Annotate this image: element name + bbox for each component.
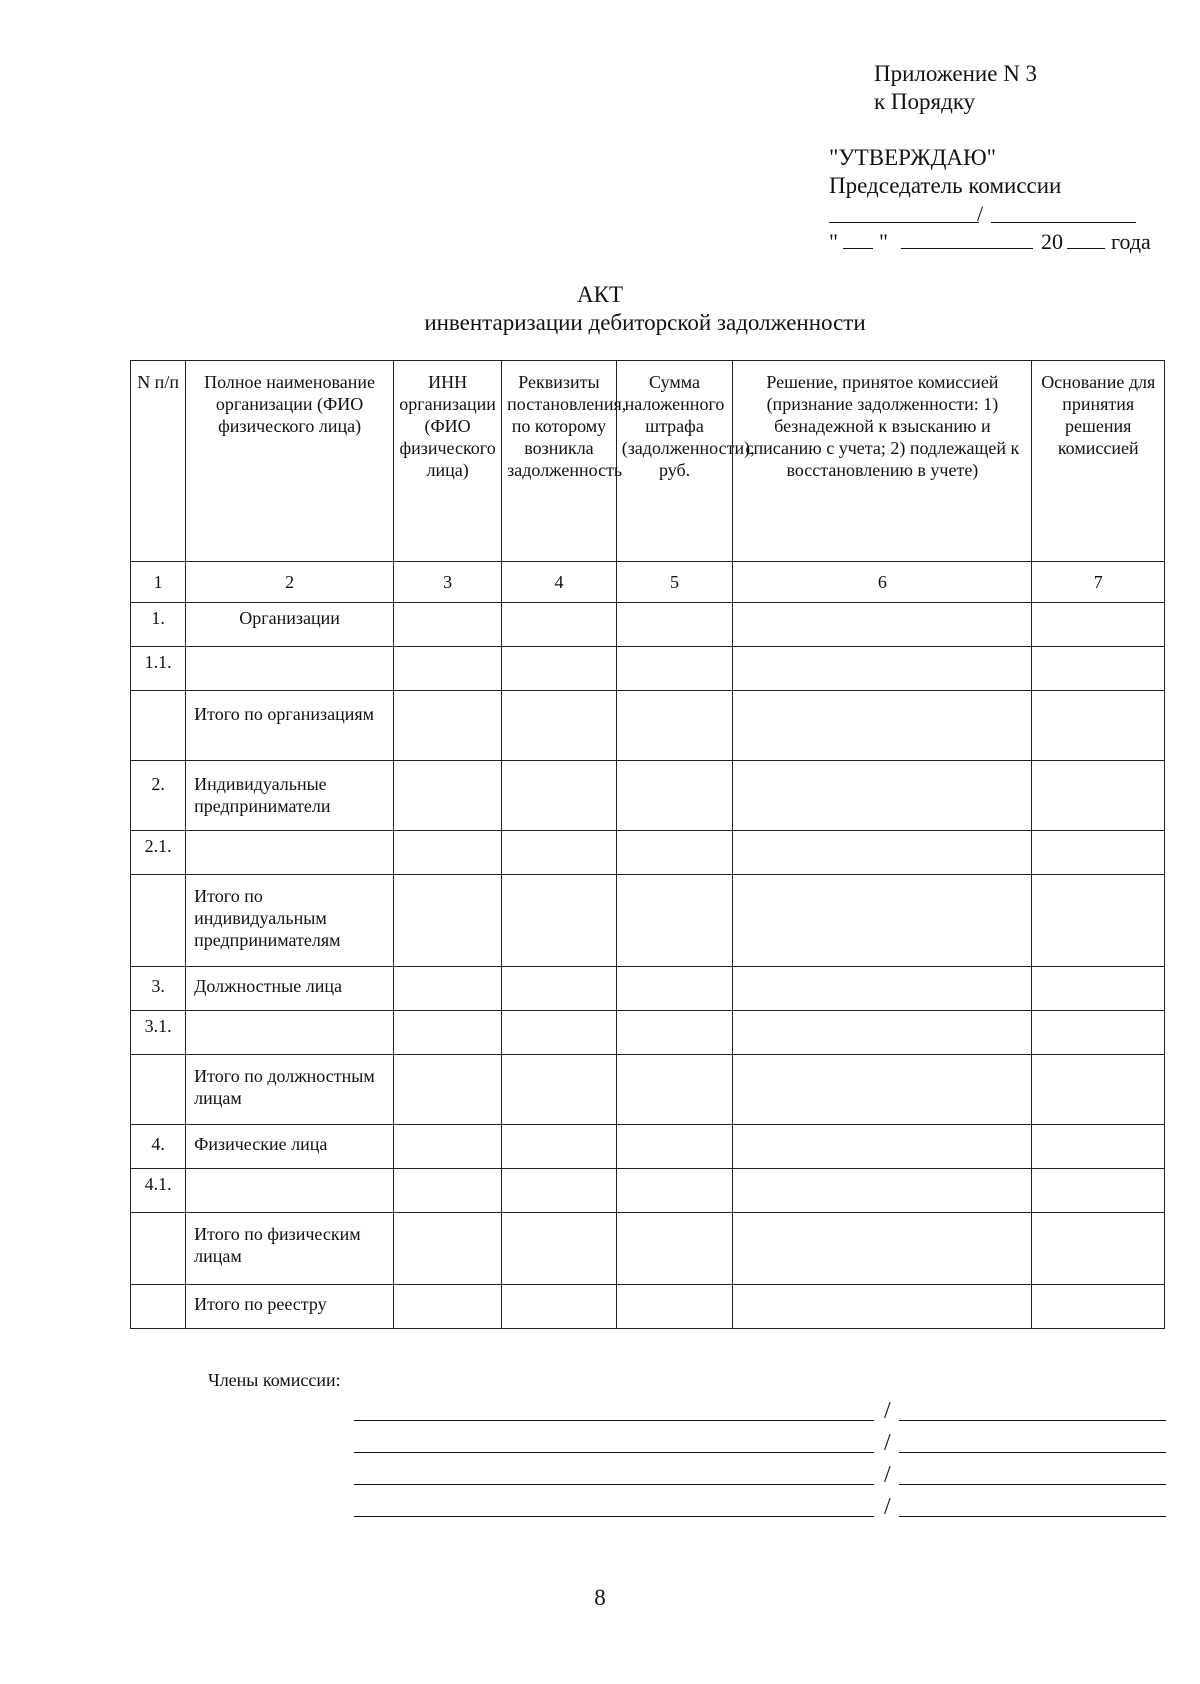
table-row (131, 1169, 1165, 1213)
row-number (131, 1285, 186, 1329)
member-name-blank (899, 1484, 1166, 1485)
member-signature-line (354, 1395, 1166, 1425)
table-row (131, 1125, 1165, 1169)
row-number: 4.1. (131, 1169, 186, 1213)
row-label (186, 1011, 394, 1055)
member-signature-blank (354, 1420, 874, 1421)
annex-number: Приложение N 3 (874, 61, 1038, 86)
member-signature-blank (354, 1452, 874, 1453)
row-number: 2.1. (131, 831, 186, 875)
date-open-quote: " (829, 229, 838, 254)
table-row (131, 1285, 1165, 1329)
row-number: 3.1. (131, 1011, 186, 1055)
header-cell: Сумма наложенного штрафа (задолженности), руб. (616, 361, 733, 562)
table-header-row (131, 361, 1165, 562)
member-signature-line (354, 1427, 1166, 1457)
row-number: 2. (131, 761, 186, 831)
table-row (131, 1011, 1165, 1055)
document-title: АКТ (577, 282, 623, 307)
annex-to-order: к Порядку (874, 89, 976, 114)
column-number: 7 (1032, 562, 1165, 603)
member-signature-blank (354, 1516, 874, 1517)
row-label: Должностные лица (186, 967, 394, 1011)
document-subtitle: инвентаризации дебиторской задолженности (424, 310, 866, 335)
year-suffix: года (1111, 229, 1151, 254)
row-label: Итого по индивидуальным предпринимателям (186, 875, 394, 967)
day-blank (843, 248, 873, 249)
header-cell: N п/п (131, 361, 186, 562)
page-number: 8 (594, 1585, 606, 1610)
table-row (131, 875, 1165, 967)
column-number: 2 (186, 562, 394, 603)
row-number (131, 691, 186, 761)
annex-reference (874, 60, 1037, 116)
column-number-row (131, 562, 1165, 603)
name-blank (991, 222, 1136, 223)
table-row (131, 761, 1165, 831)
member-slash: / (884, 1494, 891, 1520)
table-row (131, 1055, 1165, 1125)
member-slash: / (884, 1462, 891, 1488)
row-label (186, 831, 394, 875)
row-number: 1.1. (131, 647, 186, 691)
chairman-signature-line (829, 202, 1169, 228)
table-row (131, 647, 1165, 691)
row-label (186, 1169, 394, 1213)
row-label: Организации (186, 603, 394, 647)
row-label: Итого по должностным лицам (186, 1055, 394, 1125)
member-name-blank (899, 1420, 1166, 1421)
member-signature-blank (354, 1484, 874, 1485)
header-cell: Решение, принятое комиссией (признание задолженности: 1) безнадежной к взысканию и списанию с учета; 2) подлежащей к восстановлению в учете) (733, 361, 1032, 562)
commission-members-label: Члены комиссии: (208, 1370, 341, 1390)
year-prefix: 20 (1041, 229, 1063, 254)
row-number (131, 1213, 186, 1285)
date-close-quote: " (879, 229, 888, 254)
header-cell: Реквизиты постановления, по которому возникла задолженность (502, 361, 617, 562)
signature-slash: / (977, 201, 984, 226)
column-number: 6 (733, 562, 1032, 603)
member-signature-line (354, 1491, 1166, 1521)
row-label: Физические лица (186, 1125, 394, 1169)
row-label: Итого по организациям (186, 691, 394, 761)
row-number: 4. (131, 1125, 186, 1169)
table-row (131, 831, 1165, 875)
member-signature-line (354, 1459, 1166, 1489)
header-cell: Основание для принятия решения комиссией (1032, 361, 1165, 562)
row-label: Индивидуальные предприниматели (186, 761, 394, 831)
table-row (131, 603, 1165, 647)
signature-blank (829, 222, 979, 223)
column-number: 1 (131, 562, 186, 603)
header-cell: Полное наименование организации (ФИО физического лица) (186, 361, 394, 562)
row-number (131, 875, 186, 967)
member-slash: / (884, 1430, 891, 1456)
member-name-blank (899, 1516, 1166, 1517)
row-number: 1. (131, 603, 186, 647)
table-row (131, 1213, 1165, 1285)
approval-block (829, 144, 1169, 256)
column-number: 4 (502, 562, 617, 603)
member-slash: / (884, 1398, 891, 1424)
receivables-table (130, 360, 1165, 1329)
approve-stamp: "УТВЕРЖДАЮ" (829, 145, 997, 170)
row-label: Итого по физическим лицам (186, 1213, 394, 1285)
row-label (186, 647, 394, 691)
column-number: 3 (394, 562, 502, 603)
year-blank (1067, 248, 1105, 249)
column-number: 5 (616, 562, 733, 603)
table-row (131, 967, 1165, 1011)
row-number (131, 1055, 186, 1125)
table-row (131, 691, 1165, 761)
month-blank (901, 248, 1033, 249)
row-number: 3. (131, 967, 186, 1011)
row-label: Итого по реестру (186, 1285, 394, 1329)
chairman-title: Председатель комиссии (829, 173, 1062, 198)
member-name-blank (899, 1452, 1166, 1453)
header-cell: ИНН организации (ФИО физического лица) (394, 361, 502, 562)
approval-date-line (829, 228, 1169, 256)
